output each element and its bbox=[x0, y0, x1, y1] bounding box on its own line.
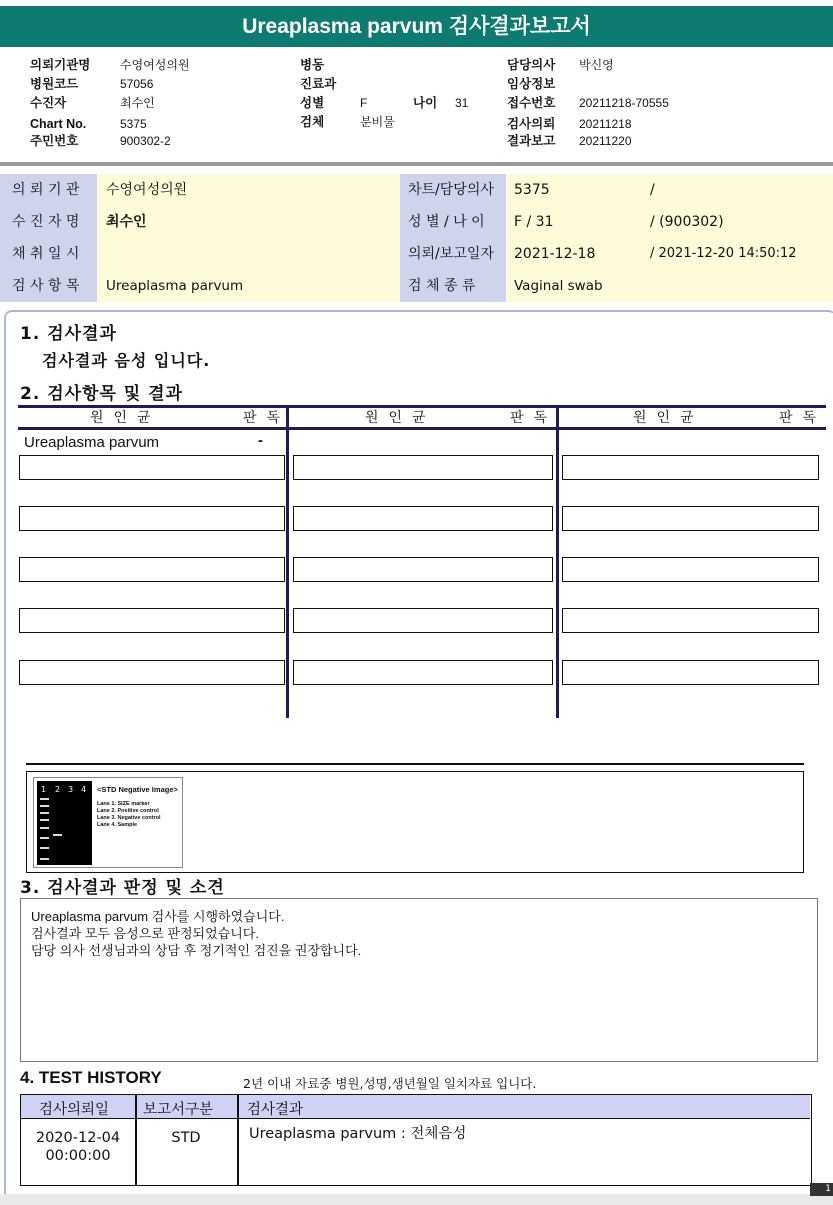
section3-heading: 3. 검사결과 판정 및 소견 bbox=[20, 878, 225, 898]
institution-value: 수영여성의원 bbox=[98, 174, 400, 206]
result-message: 검사결과 음성 입니다. bbox=[42, 351, 211, 370]
gel-band bbox=[40, 798, 49, 800]
grid-bottom-line bbox=[26, 763, 804, 765]
label-report: 결과보고 bbox=[507, 134, 556, 148]
history-col-date: 검사의뢰일 bbox=[39, 1102, 110, 1118]
specimen-label: 검 체 종 류 bbox=[400, 270, 507, 302]
section2-heading: 2. 검사항목 및 결과 bbox=[20, 384, 183, 404]
opinion-box bbox=[20, 898, 818, 1062]
history-table bbox=[20, 1094, 812, 1186]
history-col-type: 보고서구분 bbox=[143, 1102, 214, 1118]
report-date: / 2021-12-20 14:50:12 bbox=[650, 246, 797, 261]
section4-heading: 4. TEST HISTORY bbox=[20, 1068, 162, 1087]
result-cell bbox=[19, 660, 285, 685]
grid-divider bbox=[556, 405, 559, 718]
result-cell bbox=[293, 557, 553, 582]
dates-label: 의뢰/보고일자 bbox=[400, 238, 507, 270]
patient-row bbox=[0, 270, 833, 302]
result-cell bbox=[19, 506, 285, 531]
label-doctor: 담당의사 bbox=[507, 58, 556, 72]
label-patient: 수진자 bbox=[30, 96, 67, 110]
label-institution: 의뢰기관명 bbox=[30, 58, 91, 72]
gel-band bbox=[53, 834, 62, 836]
label-ward: 병동 bbox=[300, 58, 325, 72]
gel-legend-item: Lane 3. Negative control bbox=[97, 815, 161, 821]
value-chart-no: 5375 bbox=[120, 117, 147, 131]
label-request: 검사의뢰 bbox=[507, 117, 556, 131]
label-hospital-code: 병원코드 bbox=[30, 77, 79, 91]
value-report: 20211220 bbox=[579, 134, 632, 148]
label-department: 진료과 bbox=[300, 77, 337, 91]
history-type: STD bbox=[171, 1130, 201, 1146]
history-col-result: 검사결과 bbox=[247, 1102, 304, 1118]
gel-band bbox=[40, 819, 49, 821]
institution-label: 의 뢰 기 관 bbox=[0, 174, 98, 206]
value-sex: F bbox=[360, 96, 368, 110]
specimen-value: Vaginal swab bbox=[507, 270, 833, 302]
chart-label: 차트/담당의사 bbox=[400, 174, 507, 206]
item-value: Ureaplasma parvum bbox=[98, 270, 400, 302]
gel-photo bbox=[37, 781, 92, 865]
result-cell bbox=[562, 506, 819, 531]
lane-number: 2 bbox=[55, 785, 61, 794]
section1-heading: 1. 검사결과 bbox=[20, 324, 117, 344]
lane-number: 1 bbox=[41, 785, 47, 794]
value-doctor: 박신영 bbox=[579, 58, 614, 72]
label-chart-no: Chart No. bbox=[30, 117, 87, 131]
history-date: 2020-12-04 bbox=[35, 1130, 121, 1146]
result-cell bbox=[19, 455, 285, 480]
patient-row bbox=[0, 206, 833, 238]
result-row-value: - bbox=[258, 432, 263, 449]
gel-band bbox=[40, 827, 49, 829]
patient-name-label: 수 진 자 명 bbox=[0, 206, 98, 238]
value-age: 31 bbox=[455, 96, 469, 110]
sex-age-label: 성 별 / 나 이 bbox=[400, 206, 507, 238]
page-corner: 1 bbox=[810, 1183, 833, 1196]
sex-age-value: F / 31 bbox=[507, 206, 833, 238]
gel-image bbox=[33, 777, 183, 868]
label-clinical-info: 임상정보 bbox=[507, 77, 556, 91]
result-cell bbox=[293, 506, 553, 531]
header-divider bbox=[0, 162, 833, 166]
col-read: 판독 bbox=[510, 410, 558, 426]
grid-header-line bbox=[18, 427, 826, 430]
value-id-number: 900302-2 bbox=[120, 134, 171, 148]
gel-title: <STD Negative Image> bbox=[97, 785, 178, 794]
chart-slash: / bbox=[650, 182, 655, 198]
result-cell bbox=[293, 608, 553, 633]
label-age: 나이 bbox=[413, 96, 438, 110]
opinion-line: 검사결과 모두 음성으로 판정되었습니다. bbox=[31, 926, 259, 941]
grid-divider bbox=[286, 405, 289, 718]
result-cell bbox=[562, 660, 819, 685]
gel-legend-item: Lane 4. Sample bbox=[97, 822, 138, 828]
value-specimen: 분비물 bbox=[360, 115, 395, 129]
result-cell bbox=[293, 660, 553, 685]
gel-legend-item: Lane 1. SIZE marker bbox=[97, 801, 150, 807]
value-request: 20211218 bbox=[579, 117, 632, 131]
label-id-number: 주민번호 bbox=[30, 134, 79, 148]
lane-number: 4 bbox=[81, 785, 87, 794]
label-sex: 성별 bbox=[300, 96, 325, 110]
patient-row bbox=[0, 174, 833, 206]
col-read: 판독 bbox=[779, 410, 827, 426]
col-pathogen: 원인균 bbox=[365, 410, 436, 426]
result-cell bbox=[562, 455, 819, 480]
value-accession: 20211218-70555 bbox=[579, 96, 669, 110]
report-title: Ureaplasma parvum 검사결과보고서 bbox=[0, 6, 833, 47]
lane-number: 3 bbox=[68, 785, 74, 794]
col-pathogen: 원인균 bbox=[633, 410, 704, 426]
value-institution: 수영여성의원 bbox=[120, 58, 190, 72]
history-col-divider bbox=[237, 1095, 239, 1185]
col-pathogen: 원인균 bbox=[90, 410, 161, 426]
collect-value bbox=[98, 238, 400, 270]
label-specimen: 검체 bbox=[300, 115, 325, 129]
result-cell bbox=[562, 608, 819, 633]
opinion-line: 담당 의사 선생님과의 상담 후 정기적인 검진을 권장합니다. bbox=[31, 943, 362, 958]
history-header bbox=[21, 1095, 810, 1119]
opinion-line: Ureaplasma parvum 검사를 시행하였습니다. bbox=[31, 909, 285, 924]
patient-row bbox=[0, 238, 833, 270]
patient-name-value: 최수인 bbox=[98, 206, 400, 238]
request-date: 2021-12-18 bbox=[507, 238, 833, 270]
value-hospital-code: 57056 bbox=[120, 77, 154, 91]
value-patient: 최수인 bbox=[120, 96, 155, 110]
gel-band bbox=[40, 837, 49, 839]
result-cell bbox=[562, 557, 819, 582]
result-cell bbox=[19, 557, 285, 582]
gel-legend-item: Lane 2. Positive control bbox=[97, 808, 159, 814]
history-result: Ureaplasma parvum : 전체음성 bbox=[249, 1126, 467, 1142]
gel-band bbox=[40, 847, 49, 849]
result-cell bbox=[19, 608, 285, 633]
birth-value: / (900302) bbox=[650, 214, 724, 230]
gel-band bbox=[40, 812, 49, 814]
result-row-name: Ureaplasma parvum bbox=[24, 434, 160, 451]
result-cell bbox=[293, 455, 553, 480]
collect-label: 채 취 일 시 bbox=[0, 238, 98, 270]
gel-band bbox=[40, 858, 49, 860]
history-time: 00:00:00 bbox=[45, 1148, 111, 1164]
history-note: 2년 이내 자료중 병원,성명,생년월일 일치자료 입니다. bbox=[243, 1076, 537, 1091]
gel-band bbox=[40, 805, 49, 807]
label-accession: 접수번호 bbox=[507, 96, 556, 110]
item-label: 검 사 항 목 bbox=[0, 270, 98, 302]
col-read: 판독 bbox=[243, 410, 291, 426]
chart-value: 5375 bbox=[507, 174, 833, 206]
